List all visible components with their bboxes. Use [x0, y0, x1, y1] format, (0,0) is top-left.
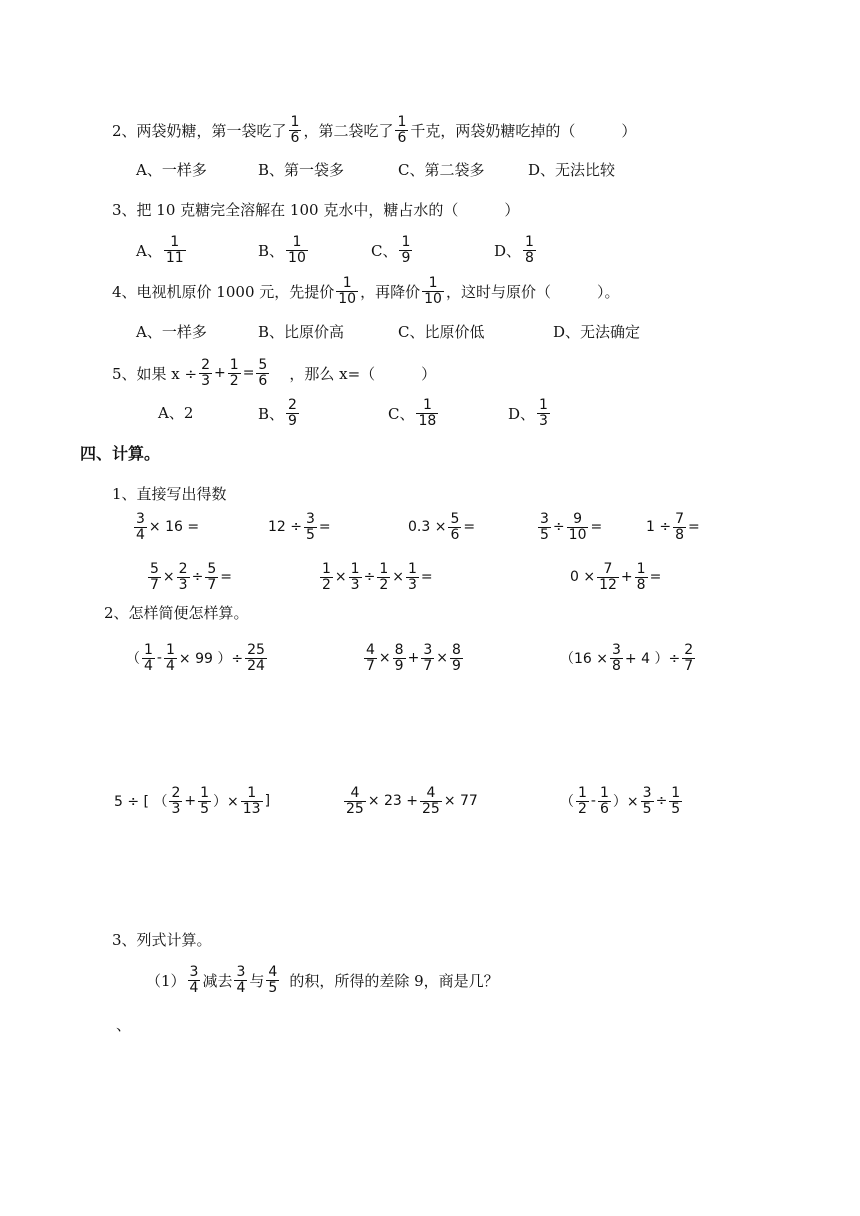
- numerator: 3: [306, 510, 315, 527]
- calc2-f: [560, 781, 684, 821]
- fraction: [422, 276, 444, 306]
- numerator: 1: [292, 233, 302, 250]
- numerator: 1: [165, 641, 175, 658]
- numerator: 2: [171, 784, 181, 801]
- q5-option-b: [258, 393, 301, 433]
- subsection-direct: 1、直接写出得数: [112, 485, 227, 503]
- fraction: [245, 643, 267, 673]
- expression-head: 0 ×: [570, 569, 596, 585]
- fraction: [289, 115, 302, 145]
- q3-option-a: [136, 230, 188, 270]
- denominator: 6: [258, 372, 268, 389]
- numerator: 3: [423, 641, 433, 658]
- denominator: 7: [150, 576, 159, 593]
- denominator: 8: [636, 576, 646, 593]
- fraction: [635, 562, 648, 592]
- denominator: 6: [397, 129, 407, 146]
- fraction: [164, 643, 177, 673]
- numerator: 4: [426, 784, 436, 801]
- operator: +: [184, 793, 197, 809]
- fraction: [416, 398, 438, 428]
- denominator: 4: [144, 657, 153, 674]
- denominator: 6: [290, 129, 300, 146]
- problem-text: 与: [249, 971, 265, 990]
- numerator: 8: [394, 641, 404, 658]
- denominator: 2: [322, 576, 331, 593]
- operator: ×: [162, 569, 175, 585]
- denominator: 3: [350, 576, 360, 593]
- subsection-simplify: 2、怎样简便怎样算。: [104, 604, 249, 622]
- denominator: 3: [171, 800, 181, 817]
- numerator: 1: [229, 356, 239, 373]
- numerator: 1: [428, 274, 438, 291]
- numerator: 4: [350, 784, 360, 801]
- denominator: 2: [578, 800, 587, 817]
- numerator: 1: [350, 560, 360, 577]
- numerator: 1: [290, 113, 300, 130]
- q4-stem-text-a: 4、电视机原价 1000 元，先提价: [112, 282, 335, 301]
- denominator: 2: [229, 372, 239, 389]
- denominator: 2: [379, 576, 389, 593]
- problem-number: （1）: [146, 971, 186, 990]
- operator: ×: [436, 650, 448, 666]
- operator: =: [242, 365, 255, 381]
- denominator: 7: [207, 576, 217, 593]
- denominator: 8: [612, 657, 621, 674]
- numerator: 3: [189, 963, 199, 980]
- fraction: [641, 786, 654, 816]
- fraction: [266, 965, 279, 995]
- fraction: [682, 643, 695, 673]
- numerator: 1: [379, 560, 389, 577]
- fraction: [256, 358, 269, 388]
- q2-stem-text-a: 2、两袋奶糖，第一袋吃了: [112, 121, 287, 140]
- q2-stem-text-d: ）: [621, 121, 637, 140]
- operator: +: [214, 365, 226, 381]
- denominator: 3: [201, 372, 211, 389]
- numerator: 3: [612, 641, 621, 658]
- numerator: 4: [268, 963, 278, 980]
- fraction: [188, 965, 201, 995]
- denominator: 9: [288, 412, 297, 429]
- operator: +: [620, 569, 633, 585]
- fraction: [228, 358, 241, 388]
- operator: × 23 +: [367, 793, 419, 809]
- expression-tail: =: [590, 519, 603, 535]
- stray-mark: 、: [116, 1016, 132, 1034]
- operator: ÷: [552, 519, 565, 535]
- denominator: 10: [338, 290, 357, 307]
- denominator: 10: [568, 526, 587, 543]
- numerator: 1: [578, 784, 587, 801]
- numerator: 2: [201, 356, 211, 373]
- q4-option-b: B、比原价高: [258, 323, 345, 341]
- expression-part: 5 ÷ [ （: [114, 794, 168, 810]
- fraction: [336, 276, 358, 306]
- numerator: 5: [450, 510, 460, 527]
- denominator: 4: [165, 657, 175, 674]
- expression-tail: × 16 =: [148, 519, 200, 535]
- calc1-e: [646, 507, 700, 547]
- denominator: 8: [675, 526, 685, 543]
- operator: × 77: [443, 793, 478, 809]
- expression-part: （: [126, 651, 140, 667]
- numerator: 5: [150, 560, 159, 577]
- problem-text: 的积，所得的差除 9，商是几？: [289, 971, 499, 990]
- denominator: 6: [450, 526, 460, 543]
- operator: -: [590, 793, 596, 809]
- denominator: 9: [394, 657, 404, 674]
- expression-tail: =: [463, 519, 476, 535]
- denominator: 5: [306, 526, 315, 543]
- q3-stem: [112, 203, 519, 218]
- q2-option-b: B、第一袋多: [258, 161, 345, 179]
- q4-stem-text-d: ）。: [596, 282, 620, 301]
- operator: ÷: [655, 793, 668, 809]
- calc1-c: [408, 507, 475, 547]
- denominator: 5: [268, 979, 278, 996]
- numerator: 1: [525, 233, 534, 250]
- denominator: 24: [247, 657, 265, 674]
- fraction: [576, 786, 589, 816]
- expression-tail: =: [688, 519, 700, 535]
- operator: ×: [334, 569, 347, 585]
- q2-stem-text-b: ，第二袋吃了: [303, 121, 394, 140]
- q4-stem-text-c: ，这时与原价（: [445, 282, 551, 301]
- fraction: [406, 562, 419, 592]
- fraction: [349, 562, 362, 592]
- calc1-d: [536, 507, 602, 547]
- fraction: [198, 786, 211, 816]
- q5-stem-text-a: 5、如果 x ÷: [112, 364, 198, 383]
- fraction: [134, 512, 147, 542]
- numerator: 1: [144, 641, 153, 658]
- fraction: [364, 643, 377, 673]
- q2-stem-text-c: 千克，两袋奶糖吃掉的（: [410, 121, 576, 140]
- numerator: 1: [401, 233, 411, 250]
- numerator: 1: [422, 396, 432, 413]
- option-label: D、: [494, 241, 522, 260]
- q5-option-a: A、2: [158, 404, 194, 422]
- fraction: [142, 643, 155, 673]
- denominator: 3: [539, 412, 548, 429]
- q4-option-a: A、一样多: [136, 323, 207, 341]
- denominator: 5: [642, 800, 652, 817]
- operator: ×: [392, 569, 404, 585]
- fraction: [177, 562, 190, 592]
- denominator: 25: [422, 800, 440, 817]
- q3-option-c: [371, 230, 414, 270]
- fraction: [420, 786, 442, 816]
- numerator: 1: [671, 784, 681, 801]
- numerator: 1: [397, 113, 407, 130]
- fraction: [450, 643, 463, 673]
- fraction: [393, 643, 406, 673]
- numerator: 4: [366, 641, 375, 658]
- operator: +: [407, 650, 420, 666]
- calc1-g: [318, 557, 433, 597]
- fraction: [598, 786, 611, 816]
- q3-stem-text: 3、把 10 克糖完全溶解在 100 克水中，糖占水的（: [112, 201, 459, 219]
- q2-option-a: A、一样多: [136, 161, 207, 179]
- calc2-a: [126, 638, 269, 678]
- q4-stem-text-b: ，再降价: [360, 282, 421, 301]
- calc1-a: [132, 507, 199, 547]
- expression-head: 0.3 ×: [408, 519, 447, 535]
- numerator: 3: [236, 963, 246, 980]
- denominator: 8: [525, 249, 534, 266]
- operator: ×: [378, 650, 391, 666]
- operator: ÷: [191, 569, 204, 585]
- q3-close: ）: [504, 201, 520, 219]
- fraction: [304, 512, 317, 542]
- problem-text: 减去: [202, 971, 233, 990]
- calc3-problem: [146, 960, 499, 1000]
- section-title: 四、计算。: [80, 444, 161, 463]
- expression-tail: =: [220, 569, 232, 585]
- denominator: 9: [401, 249, 411, 266]
- numerator: 25: [247, 641, 265, 658]
- expression-tail: =: [420, 569, 433, 585]
- denominator: 5: [200, 800, 210, 817]
- q2-option-c: C、第二袋多: [398, 161, 485, 179]
- denominator: 7: [423, 657, 433, 674]
- denominator: 3: [178, 576, 188, 593]
- numerator: 5: [207, 560, 217, 577]
- calc2-e: [342, 781, 478, 821]
- denominator: 9: [451, 657, 461, 674]
- fraction: [169, 786, 182, 816]
- denominator: 25: [346, 800, 364, 817]
- fraction: [205, 562, 218, 592]
- expression-part: （: [560, 794, 574, 810]
- numerator: 2: [288, 396, 297, 413]
- numerator: 7: [675, 510, 685, 527]
- expression-part: （16 ×: [560, 651, 608, 667]
- fraction: [148, 562, 161, 592]
- denominator: 10: [424, 290, 442, 307]
- denominator: 6: [599, 800, 609, 817]
- fraction: [523, 235, 536, 265]
- option-label: B、: [258, 404, 285, 423]
- numerator: 2: [178, 560, 188, 577]
- calc2-c: [560, 638, 697, 678]
- operator: -: [156, 650, 162, 666]
- denominator: 13: [242, 800, 261, 817]
- fraction: [610, 643, 623, 673]
- q4-stem: [112, 271, 619, 311]
- numerator: 5: [258, 356, 268, 373]
- fraction: [567, 512, 589, 542]
- calc1-h: [570, 557, 661, 597]
- q4-option-c: C、比原价低: [398, 323, 485, 341]
- expression-tail: =: [649, 569, 662, 585]
- fraction: [538, 512, 551, 542]
- fraction: [377, 562, 390, 592]
- operator: ÷: [363, 569, 376, 585]
- operator: ）×: [213, 794, 239, 810]
- q3-option-d: [494, 230, 538, 270]
- subsection-word-problem: 3、列式计算。: [112, 931, 212, 949]
- denominator: 11: [165, 249, 184, 266]
- numerator: 1: [200, 784, 210, 801]
- calc1-f: [146, 557, 232, 597]
- expression-part: ]: [264, 793, 271, 809]
- denominator: 4: [236, 979, 246, 996]
- option-label: C、: [388, 404, 415, 423]
- numerator: 3: [642, 784, 652, 801]
- expression-head: 1 ÷: [646, 519, 672, 535]
- numerator: 3: [136, 510, 145, 527]
- calc2-b: [362, 638, 465, 678]
- operator: × 99 ）÷: [178, 651, 244, 667]
- denominator: 7: [366, 657, 375, 674]
- fraction: [241, 786, 263, 816]
- denominator: 12: [599, 576, 617, 593]
- numerator: 1: [599, 784, 609, 801]
- option-label: B、: [258, 241, 285, 260]
- q2-option-d: D、无法比较: [528, 161, 616, 179]
- numerator: 1: [170, 233, 180, 250]
- numerator: 1: [322, 560, 331, 577]
- q5-stem-text-b: ，那么 x=（: [289, 364, 376, 383]
- denominator: 7: [684, 657, 694, 674]
- fraction: [320, 562, 333, 592]
- expression-tail: =: [318, 519, 331, 535]
- q2-stem: [112, 110, 636, 150]
- calc2-d: [114, 781, 270, 821]
- numerator: 9: [573, 510, 583, 527]
- q4-option-d: D、无法确定: [553, 323, 641, 341]
- calc1-b: [268, 507, 331, 547]
- numerator: 1: [636, 560, 646, 577]
- q5-option-c: [388, 393, 440, 433]
- fraction: [399, 235, 412, 265]
- numerator: 8: [451, 641, 461, 658]
- option-label: A、: [136, 241, 162, 260]
- fraction: [286, 235, 308, 265]
- operator: ）×: [612, 794, 639, 810]
- denominator: 4: [189, 979, 199, 996]
- numerator: 1: [342, 274, 352, 291]
- numerator: 2: [684, 641, 694, 658]
- fraction: [164, 235, 186, 265]
- q5-option-d: [508, 393, 552, 433]
- denominator: 5: [540, 526, 549, 543]
- fraction: [395, 115, 408, 145]
- denominator: 3: [407, 576, 417, 593]
- numerator: 1: [539, 396, 548, 413]
- option-label: D、: [508, 404, 536, 423]
- operator: + 4 ）÷: [624, 651, 681, 667]
- q5-stem-text-c: ）: [421, 364, 437, 383]
- fraction: [234, 965, 247, 995]
- q5-stem: [112, 353, 436, 393]
- denominator: 4: [136, 526, 145, 543]
- denominator: 10: [288, 249, 306, 266]
- fraction: [421, 643, 434, 673]
- q3-option-b: [258, 230, 310, 270]
- fraction: [673, 512, 686, 542]
- numerator: 7: [603, 560, 613, 577]
- numerator: 1: [407, 560, 417, 577]
- denominator: 5: [671, 800, 681, 817]
- numerator: 3: [540, 510, 549, 527]
- fraction: [286, 398, 299, 428]
- fraction: [448, 512, 461, 542]
- fraction: [669, 786, 682, 816]
- denominator: 18: [418, 412, 437, 429]
- expression-head: 12 ÷: [268, 519, 302, 535]
- fraction: [537, 398, 550, 428]
- option-label: C、: [371, 241, 398, 260]
- fraction: [597, 562, 619, 592]
- fraction: [344, 786, 366, 816]
- fraction: [199, 358, 212, 388]
- numerator: 1: [247, 784, 257, 801]
